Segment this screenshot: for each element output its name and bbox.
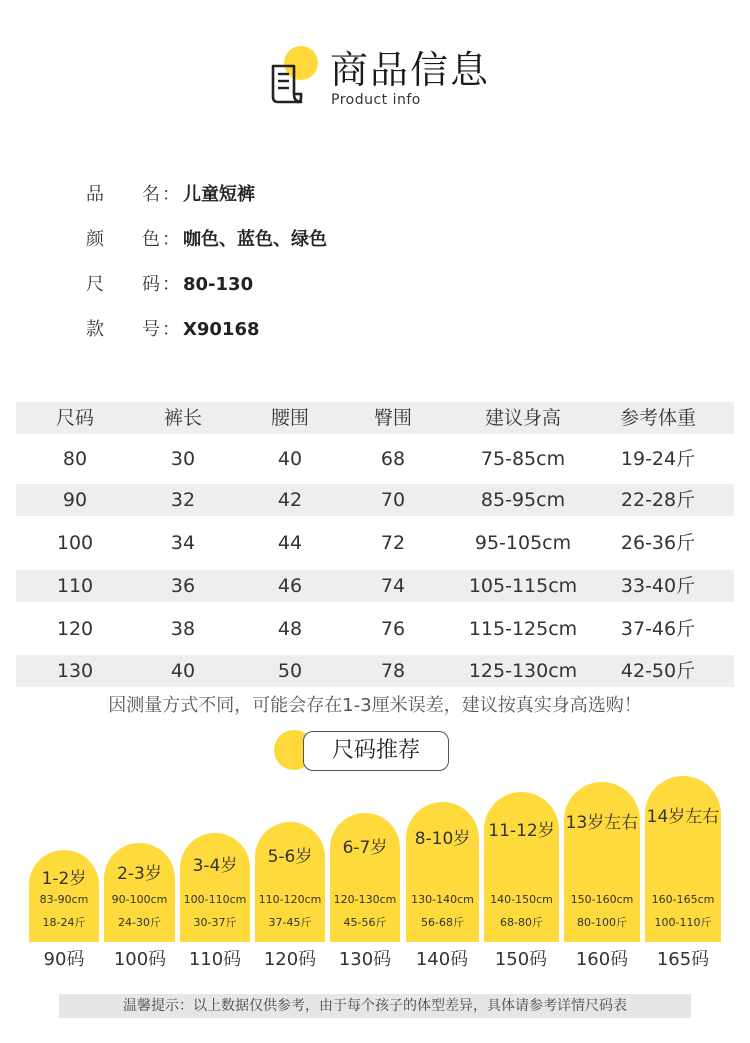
table-row (16, 570, 734, 602)
card-height: 140-150cm (490, 893, 553, 906)
table-cell: 75-85cm (480, 448, 566, 470)
card-age: 6-7岁 (342, 838, 388, 858)
card-height: 110-120cm (258, 893, 322, 906)
table-cell: 32 (170, 489, 196, 511)
card-height: 130-140cm (411, 893, 474, 906)
section-title: 尺码推荐 (331, 738, 420, 763)
card-weight: 30-37斤 (193, 916, 237, 929)
recommend-card (29, 850, 99, 942)
card-age: 1-2岁 (41, 869, 87, 889)
table-header-cell: 裤长 (163, 407, 203, 429)
card-size-label: 140码 (415, 949, 469, 970)
table-cell: 50 (277, 660, 303, 682)
info-value: 儿童短裤 (183, 184, 255, 205)
table-cell: 74 (380, 575, 406, 597)
table-row (16, 443, 734, 475)
card-size-label: 120码 (263, 949, 317, 970)
card-age: 3-4岁 (192, 856, 238, 876)
info-value: X90168 (183, 319, 260, 340)
table-cell: 110 (56, 575, 94, 597)
table-header-cell: 腰围 (270, 407, 310, 429)
info-label-1: 颜 (86, 229, 104, 250)
info-label-1: 尺 (86, 274, 104, 295)
table-cell: 38 (170, 618, 196, 640)
card-age: 13岁左右 (565, 813, 639, 833)
card-height: 160-165cm (651, 893, 715, 906)
recommend-card (330, 813, 400, 942)
card-height: 100-110cm (183, 893, 247, 906)
table-header-cell: 尺码 (55, 407, 95, 429)
table-cell: 100 (56, 532, 94, 554)
table-row (16, 484, 734, 516)
table-cell: 85-95cm (480, 489, 566, 511)
info-colon: ： (162, 184, 180, 205)
info-colon: ： (162, 229, 180, 250)
table-cell: 105-115cm (468, 575, 578, 597)
table-cell: 76 (380, 618, 406, 640)
recommend-card (645, 776, 721, 942)
info-colon: ： (162, 319, 180, 340)
card-weight: 80-100斤 (577, 916, 627, 929)
card-size-label: 100码 (113, 949, 167, 970)
card-weight: 24-30斤 (118, 916, 161, 929)
table-cell: 26-36斤 (620, 532, 696, 554)
table-row (16, 527, 734, 559)
card-size-label: 90码 (43, 949, 85, 970)
card-size-label: 160码 (575, 949, 629, 970)
recommend-card (484, 792, 559, 942)
table-cell: 48 (277, 618, 303, 640)
table-cell: 70 (380, 489, 406, 511)
card-size-label: 130码 (338, 949, 392, 970)
table-header-row (16, 402, 734, 434)
table-row (16, 613, 734, 645)
table-cell: 44 (277, 532, 303, 554)
table-cell: 120 (56, 618, 94, 640)
recommend-card (180, 833, 250, 942)
document-icon (270, 60, 304, 106)
info-label-2: 号 (142, 319, 160, 340)
table-cell: 42-50斤 (620, 660, 696, 682)
card-height: 90-100cm (111, 893, 168, 906)
table-cell: 37-46斤 (620, 618, 696, 640)
card-age: 2-3岁 (117, 864, 162, 884)
table-cell: 68 (380, 448, 406, 470)
card-height: 83-90cm (39, 893, 89, 906)
card-weight: 68-80斤 (500, 916, 543, 929)
header (0, 0, 750, 130)
card-height: 120-130cm (333, 893, 397, 906)
info-label-2: 码 (142, 274, 160, 295)
table-header-cell: 参考体重 (619, 407, 697, 429)
table-header-cell: 臀围 (373, 407, 413, 429)
table-cell: 40 (277, 448, 303, 470)
info-label-2: 色 (142, 229, 160, 250)
warm-tip-bar: 温馨提示：以上数据仅供参考，由于每个孩子的体型差异，具体请参考详情尺码表 (59, 994, 691, 1018)
table-cell: 34 (170, 532, 196, 554)
page-title: 商品信息 (330, 48, 491, 92)
recommend-card (406, 802, 479, 942)
table-cell: 40 (170, 660, 196, 682)
table-row (16, 655, 734, 687)
table-cell: 22-28斤 (620, 489, 696, 511)
info-label-2: 名 (142, 184, 160, 205)
table-cell: 42 (277, 489, 303, 511)
info-value: 80-130 (183, 274, 254, 295)
card-weight: 37-45斤 (268, 916, 312, 929)
table-header-cell: 建议身高 (484, 407, 562, 429)
table-cell: 80 (62, 448, 88, 470)
table-cell: 33-40斤 (620, 575, 696, 597)
recommend-card (104, 843, 175, 942)
card-size-label: 110码 (188, 949, 242, 970)
card-height: 150-160cm (570, 893, 634, 906)
table-cell: 90 (62, 489, 88, 511)
table-cell: 30 (170, 448, 196, 470)
table-cell: 19-24斤 (620, 448, 696, 470)
card-age: 5-6岁 (267, 847, 313, 867)
recommend-card (564, 782, 640, 942)
page-subtitle: Product info (331, 92, 421, 108)
table-cell: 72 (380, 532, 406, 554)
card-age: 11-12岁 (488, 821, 555, 841)
recommend-card (255, 822, 325, 942)
info-label-1: 品 (86, 184, 104, 205)
info-value: 咖色、蓝色、绿色 (183, 229, 327, 250)
table-cell: 78 (380, 660, 406, 682)
table-cell: 36 (170, 575, 196, 597)
info-label-1: 款 (86, 319, 104, 340)
table-cell: 115-125cm (468, 618, 578, 640)
table-cell: 125-130cm (468, 660, 578, 682)
card-weight: 45-56斤 (343, 916, 387, 929)
table-cell: 130 (56, 660, 94, 682)
measurement-note: 因测量方式不同，可能会存在1-3厘米误差，建议按真实身高选购！ (108, 695, 642, 716)
card-weight: 100-110斤 (654, 916, 712, 929)
table-cell: 95-105cm (474, 532, 572, 554)
card-age: 14岁左右 (646, 807, 720, 827)
card-weight: 56-68斤 (421, 916, 464, 929)
card-size-label: 150码 (494, 949, 548, 970)
card-size-label: 165码 (656, 949, 710, 970)
card-weight: 18-24斤 (42, 916, 86, 929)
info-colon: ： (162, 274, 180, 295)
table-cell: 46 (277, 575, 303, 597)
card-age: 8-10岁 (414, 829, 471, 849)
